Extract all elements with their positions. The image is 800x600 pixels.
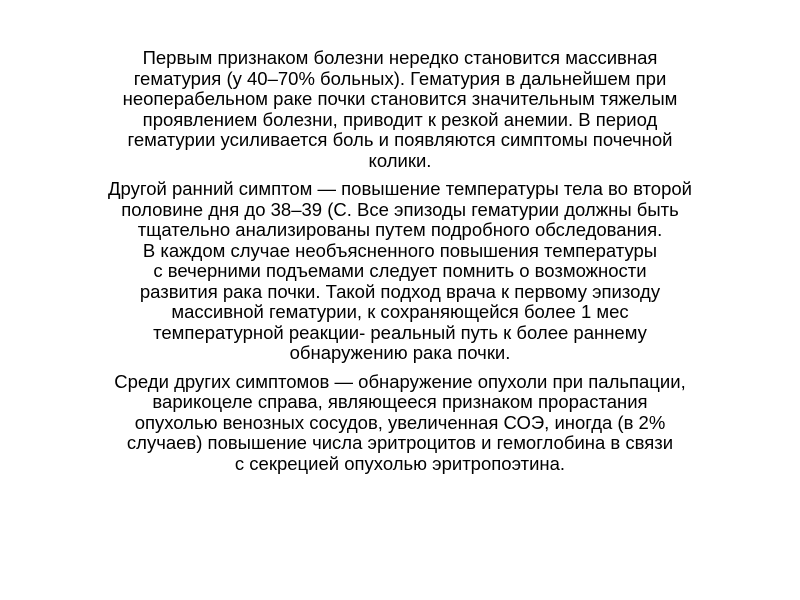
slide-text-body bbox=[46, 48, 754, 482]
text-line: Первым признаком болезни нередко становится массивная bbox=[142, 47, 658, 68]
text-line: неоперабельном раке почки становится значительным тяжелым bbox=[122, 88, 678, 109]
text-line: с секрецией опухолью эритропоэтина. bbox=[234, 452, 566, 474]
text-line: Среди других симптомов — обнаружение опухоли при пальпации, bbox=[114, 370, 686, 392]
text-line: колики. bbox=[368, 149, 432, 171]
text-line: развития рака почки. Такой подход врача к первому эпизоду bbox=[139, 280, 661, 302]
text-line: тщательно анализированы путем подробного обследования. bbox=[137, 219, 663, 240]
text-line: случаев) повышение числа эритроцитов и гемоглобина в связи bbox=[126, 432, 674, 453]
text-line: половине дня до 38–39 (С. Все эпизоды гематурии должны быть bbox=[121, 198, 679, 220]
text-line: Другой ранний симптом — повышение температуры тела во второй bbox=[108, 178, 692, 199]
text-line: опухолью венозных сосудов, увеличенная СОЭ, иногда (в 2% bbox=[134, 411, 666, 433]
text-line: с вечерними подъемами следует помнить о возможности bbox=[153, 260, 647, 281]
text-line: В каждом случае необъясненного повышения температуры bbox=[142, 239, 658, 261]
paragraph-hematuria bbox=[46, 48, 754, 171]
text-line: гематурии усиливается боль и появляются симптомы почечной bbox=[127, 129, 673, 150]
text-line: гематурия (у 40–70% больных). Гематурия в дальнейшем при bbox=[133, 67, 667, 89]
paragraph-fever bbox=[46, 179, 754, 364]
text-line: варикоцеле справа, являющееся признаком прорастания bbox=[152, 391, 648, 412]
text-line: массивной гематурии, к сохраняющейся более 1 мес bbox=[171, 301, 629, 322]
text-line: проявлением болезни, приводит к резкой анемии. В период bbox=[142, 108, 658, 130]
text-line: обнаружению рака почки. bbox=[289, 342, 511, 363]
paragraph-other-symptoms bbox=[46, 372, 754, 475]
text-line: температурной реакции- реальный путь к более раннему bbox=[153, 321, 647, 343]
